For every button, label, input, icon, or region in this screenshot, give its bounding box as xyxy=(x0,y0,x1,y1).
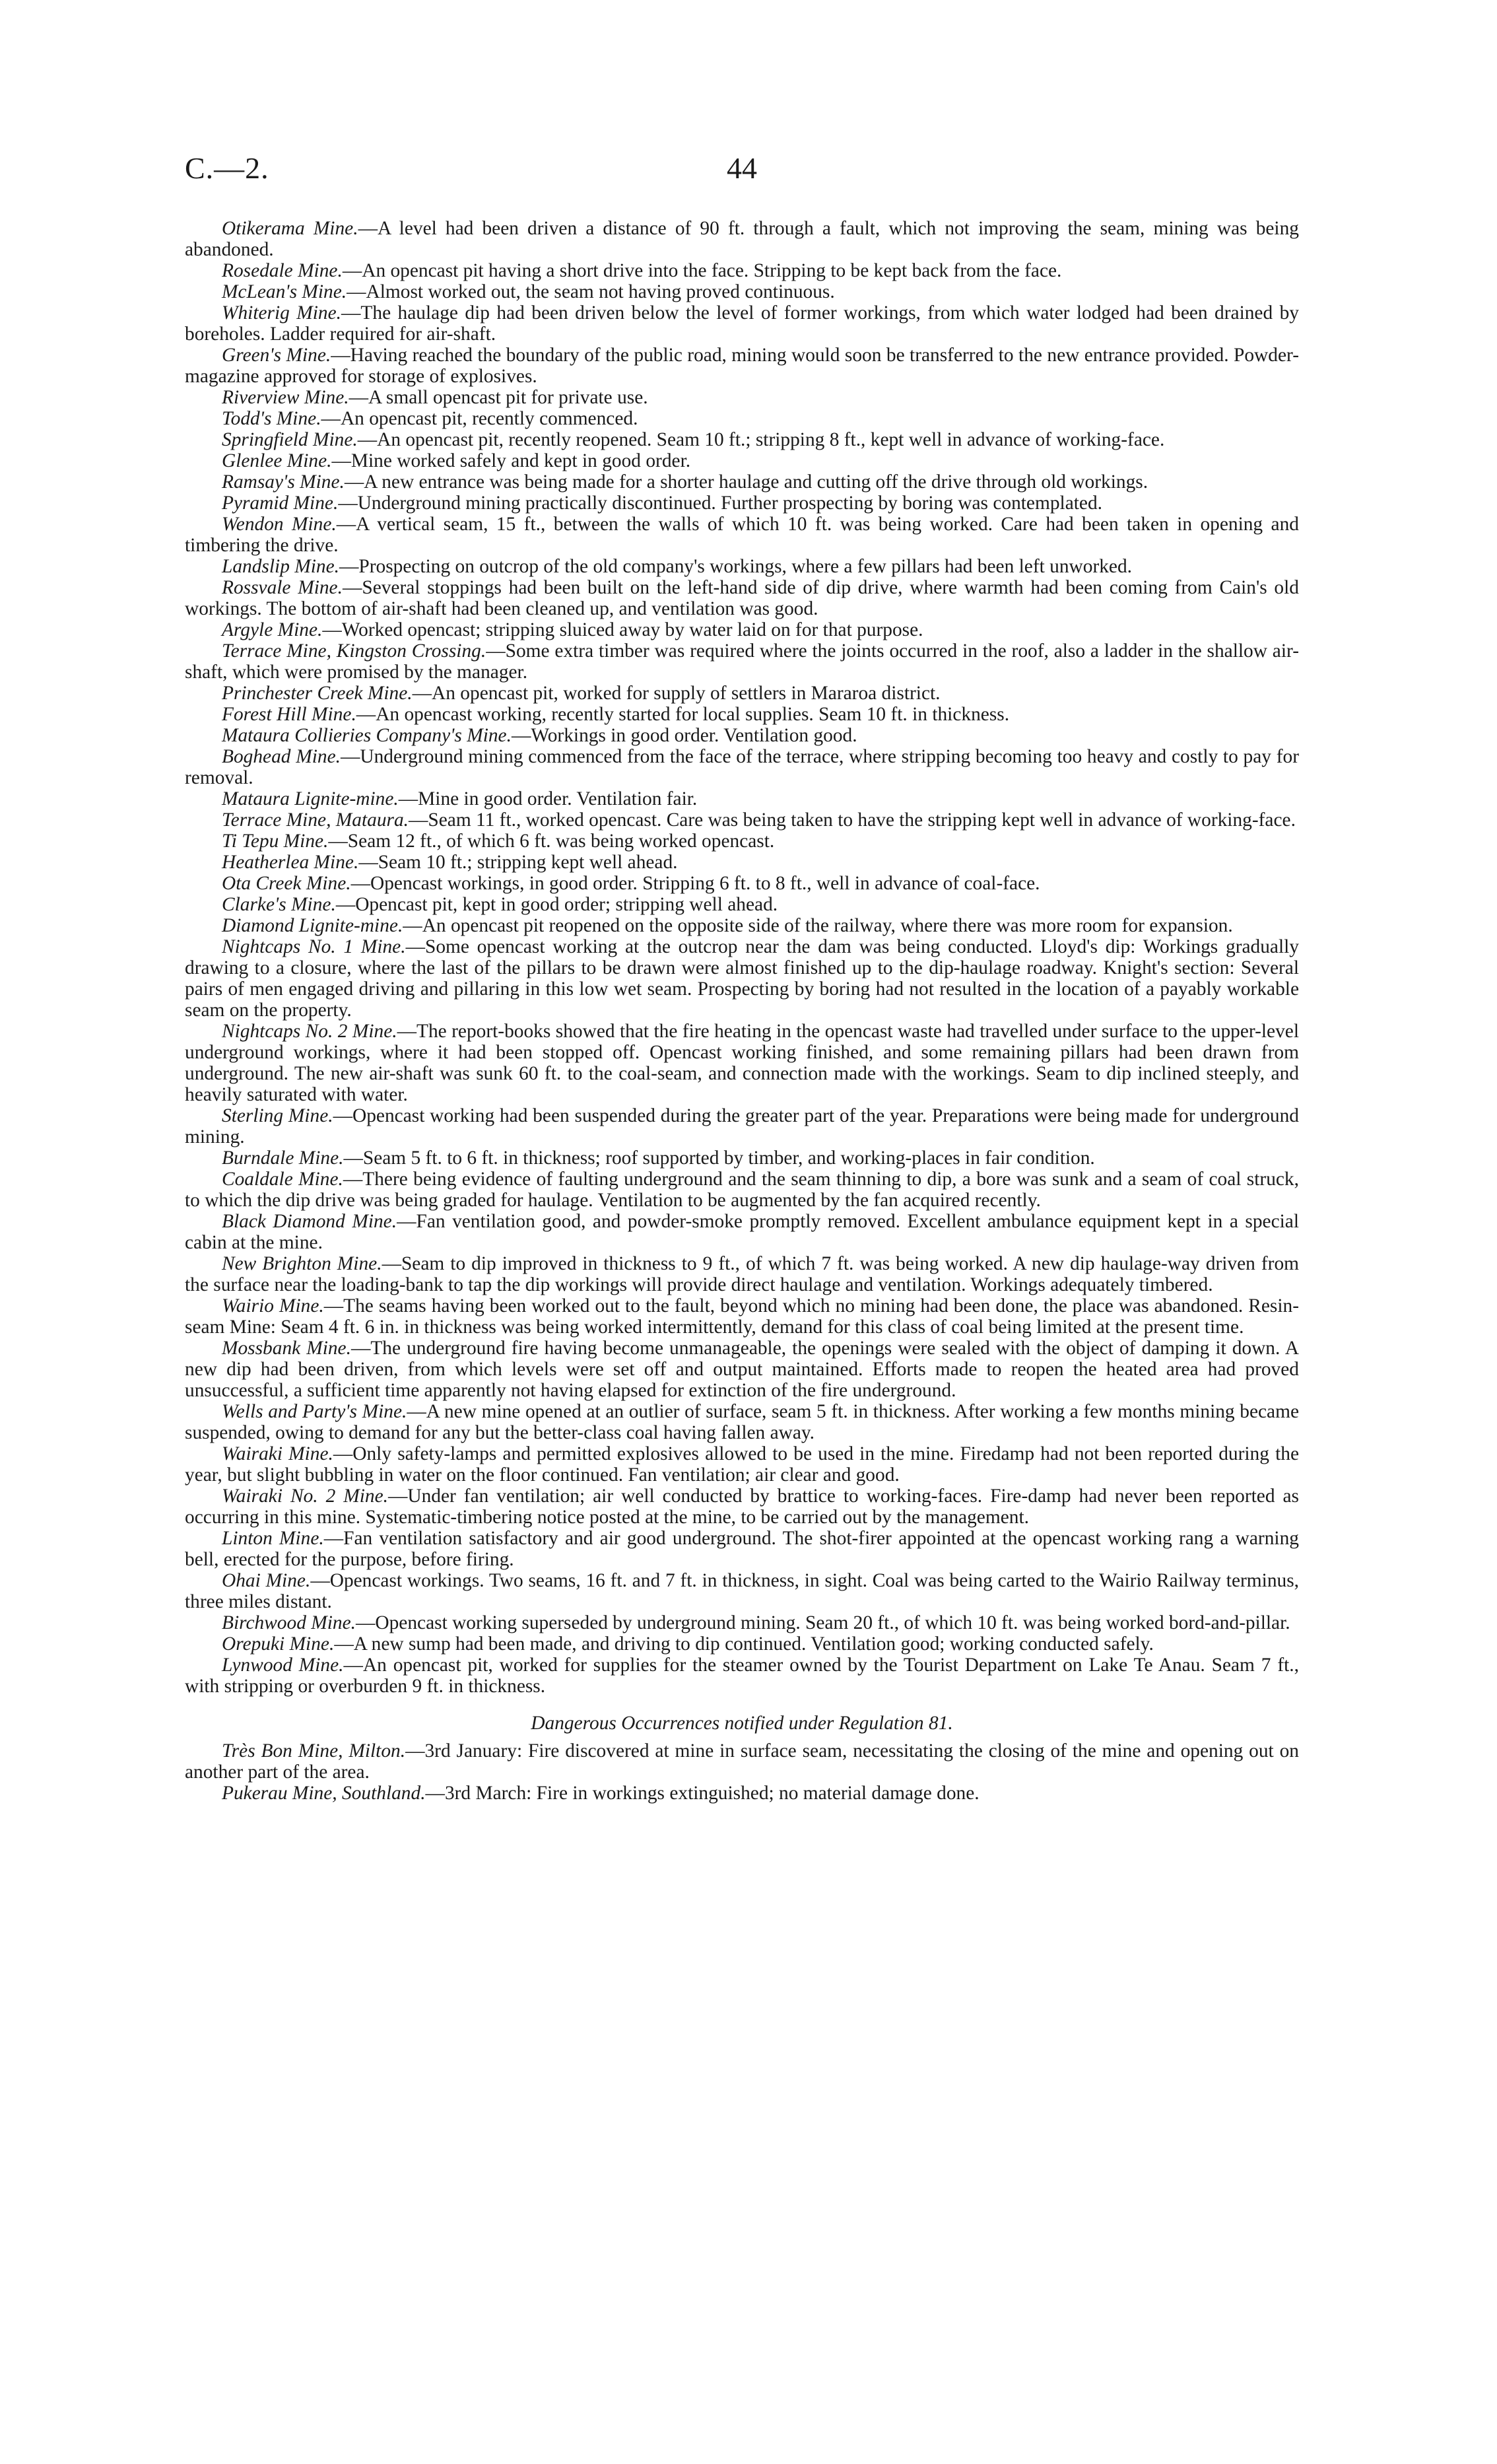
entry-title: New Brighton Mine. xyxy=(222,1253,382,1274)
entry-title: Wairaki No. 2 Mine. xyxy=(222,1486,388,1507)
entry-text: —The seams having been worked out to the fault, beyond which no mining had been done, the place was abandoned. Resin-seam Mine: Seam 4 ft. 6 in. in thickness was being worked intermittently, demand for this class of coal being limited at the present time. xyxy=(185,1295,1300,1338)
entry-text: —A new entrance was being made for a shorter haulage and cutting off the drive through old workings. xyxy=(344,471,1148,493)
mine-entry xyxy=(185,1570,1299,1612)
mine-reports xyxy=(185,218,1299,1697)
occurrence-entry xyxy=(185,1740,1299,1783)
entry-title: Terrace Mine, Mataura. xyxy=(222,809,409,831)
mine-entry xyxy=(185,429,1299,450)
mine-entry xyxy=(185,936,1299,1021)
entry-title: Pukerau Mine, Southland. xyxy=(222,1783,426,1804)
mine-entry xyxy=(185,1655,1299,1697)
section-heading: Dangerous Occurrences notified under Regulation 81. xyxy=(531,1713,953,1734)
entry-text: —The report-books showed that the fire heating in the opencast waste had travelled under surface to the upper-level underground workings, where it had been stopped off. Opencast working finished, and some remaining pillars had been drawn from underground. The new air-shaft was sunk 60 ft. to the coal-seam, and connection made with the workings. Seam to dip inclined steeply, and heavily saturated with water. xyxy=(185,1021,1299,1105)
mine-entry xyxy=(185,1612,1299,1633)
entry-text: —Opencast working superseded by underground mining. Seam 20 ft., of which 10 ft. was being worked bord-and-pillar. xyxy=(355,1612,1290,1633)
entry-title: Princhester Creek Mine. xyxy=(222,683,413,704)
mine-entry xyxy=(185,1211,1299,1253)
entry-text: —Underground mining commenced from the face of the terrace, where stripping becoming too heavy and costly to pay for removal. xyxy=(185,746,1299,788)
entry-text: —Opencast pit, kept in good order; stripping well ahead. xyxy=(335,894,778,915)
mine-entry xyxy=(185,725,1299,746)
entry-title: Forest Hill Mine. xyxy=(222,704,356,725)
mine-entry xyxy=(185,831,1299,852)
entry-title: Black Diamond Mine. xyxy=(222,1211,397,1232)
entry-title: Lynwood Mine. xyxy=(222,1655,344,1676)
entry-text: —3rd January: Fire discovered at mine in surface seam, necessitating the closing of the mine and opening out on another part of the area. xyxy=(185,1740,1299,1783)
entry-title: McLean's Mine. xyxy=(222,281,347,302)
entry-text: —3rd March: Fire in workings extinguished; no material damage done. xyxy=(425,1783,980,1804)
entry-text: —Underground mining practically discontinued. Further prospecting by boring was contemplated. xyxy=(338,493,1102,514)
entry-text: —An opencast pit, recently commenced. xyxy=(321,408,638,429)
entry-text: —An opencast pit reopened on the opposite side of the railway, where there was more room for expansion. xyxy=(403,915,1233,936)
entry-text: —Worked opencast; stripping sluiced away by water laid on for that purpose. xyxy=(322,619,923,640)
mine-entry xyxy=(185,577,1299,619)
entry-text: —A vertical seam, 15 ft., between the walls of which 10 ft. was being worked. Care had been taken in opening and timbering the drive. xyxy=(185,514,1299,556)
mine-entry xyxy=(185,514,1299,556)
entry-text: —Workings in good order. Ventilation good. xyxy=(511,725,857,746)
occurrence-entry xyxy=(185,1783,1299,1804)
entry-text: —Mine worked safely and kept in good order. xyxy=(331,450,691,471)
entry-text: —Almost worked out, the seam not having proved continuous. xyxy=(347,281,835,302)
entry-text: —Under fan ventilation; air well conducted by brattice to working-faces. Fire-damp had never been reported as occurring in this mine. Systematic-timbering notice posted at the mine, to be carried out by the management. xyxy=(185,1486,1299,1528)
entry-text: —Seam 5 ft. to 6 ft. in thickness; roof supported by timber, and working-places in fair condition. xyxy=(343,1147,1095,1169)
entry-title: Boghead Mine. xyxy=(222,746,341,767)
entry-title: Wells and Party's Mine. xyxy=(222,1401,407,1422)
entry-text: —Seam 11 ft., worked opencast. Care was being taken to have the stripping kept well in advance of working-face. xyxy=(409,809,1296,831)
entry-title: Ramsay's Mine. xyxy=(222,471,345,493)
entry-title: Pyramid Mine. xyxy=(222,493,339,514)
mine-entry xyxy=(185,1443,1299,1486)
entry-title: Glenlee Mine. xyxy=(222,450,332,471)
entry-text: —Some opencast working at the outcrop near the dam was being conducted. Lloyd's dip: Workings gradually drawing to a closure, where the last of the pillars to be drawn were almost finished up to the dip-haulage roadway. Knight's section: Several pairs of men engaged driving and pillaring in this low wet seam. Prospecting by boring had not resulted in the location of a payably workable seam on the property. xyxy=(185,936,1299,1021)
dangerous-occurrences xyxy=(185,1740,1299,1804)
entry-text: —Opencast workings. Two seams, 16 ft. and 7 ft. in thickness, in sight. Coal was being carted to the Wairio Railway terminus, three miles distant. xyxy=(185,1570,1299,1612)
mine-entry xyxy=(185,1105,1299,1147)
entry-text: —Opencast working had been suspended during the greater part of the year. Preparations were being made for underground mining. xyxy=(185,1105,1299,1147)
mine-entry xyxy=(185,619,1299,640)
entry-text: —The underground fire having become unmanageable, the openings were sealed with the object of damping it down. A new dip had been driven, from which levels were set off and output maintained. Efforts made to reopen the heated area had proved unsuccessful, a sufficient time apparently not having elapsed for extinction of the fire underground. xyxy=(185,1338,1299,1401)
mine-entry xyxy=(185,387,1299,408)
document-body xyxy=(185,218,1299,1804)
entry-text: —Prospecting on outcrop of the old company's workings, where a few pillars had been left unworked. xyxy=(339,556,1133,577)
entry-text: —A new mine opened at an outlier of surface, seam 5 ft. in thickness. After working a few months mining became suspended, owing to demand for any but the better-class coal having fallen away. xyxy=(185,1401,1300,1443)
entry-title: Clarke's Mine. xyxy=(222,894,336,915)
mine-entry xyxy=(185,1486,1299,1528)
mine-entry xyxy=(185,471,1299,493)
entry-text: —Having reached the boundary of the public road, mining would soon be transferred to the new entrance provided. Powder-magazine approved for storage of explosives. xyxy=(185,345,1299,387)
entry-title: Heatherlea Mine. xyxy=(222,852,359,873)
entry-text: —Fan ventilation good, and powder-smoke promptly removed. Excellent ambulance equipment kept in a special cabin at the mine. xyxy=(185,1211,1299,1253)
mine-entry xyxy=(185,1528,1299,1570)
entry-title: Rosedale Mine. xyxy=(222,260,343,281)
entry-title: Green's Mine. xyxy=(222,345,331,366)
entry-title: Burndale Mine. xyxy=(222,1147,344,1169)
entry-title: Whiterig Mine. xyxy=(222,302,342,324)
entry-text: —An opencast pit, worked for supply of settlers in Mararoa district. xyxy=(412,683,941,704)
entry-text: —Several stoppings had been built on the left-hand side of dip drive, where warmth had been coming from Cain's old workings. The bottom of air-shaft had been cleaned up, and ventilation was good. xyxy=(185,577,1299,619)
mine-entry xyxy=(185,281,1299,302)
mine-entry xyxy=(185,260,1299,281)
entry-text: —Seam 12 ft., of which 6 ft. was being worked opencast. xyxy=(328,831,775,852)
entry-text: —An opencast pit, recently reopened. Seam 10 ft.; stripping 8 ft., kept well in advance of working-face. xyxy=(357,429,1165,450)
mine-entry xyxy=(185,746,1299,788)
entry-title: Nightcaps No. 1 Mine. xyxy=(222,936,406,957)
mine-entry xyxy=(185,302,1299,345)
mine-entry xyxy=(185,1338,1299,1401)
page-header xyxy=(185,151,1299,190)
entry-text: —Some extra timber was required where the joints occurred in the roof, also a ladder in the shallow air-shaft, which were promised by the manager. xyxy=(185,640,1300,683)
entry-text: —The haulage dip had been driven below the level of former workings, from which water lodged had been drained by boreholes. Ladder required for air-shaft. xyxy=(185,302,1300,345)
mine-entry xyxy=(185,915,1299,936)
entry-text: —Opencast workings, in good order. Stripping 6 ft. to 8 ft., well in advance of coal-face. xyxy=(350,873,1040,894)
entry-title: Linton Mine. xyxy=(222,1528,324,1549)
mine-entry xyxy=(185,873,1299,894)
mine-entry xyxy=(185,1147,1299,1169)
entry-title: Riverview Mine. xyxy=(222,387,349,408)
entry-text: —Only safety-lamps and permitted explosives allowed to be used in the mine. Firedamp had not been reported during the year, but slight bubbling in water on the floor continued. Fan ventilation; air clear and good. xyxy=(185,1443,1299,1486)
mine-entry xyxy=(185,704,1299,725)
page-number: 44 xyxy=(727,151,757,185)
mine-entry xyxy=(185,450,1299,471)
entry-text: —A level had been driven a distance of 90 ft. through a fault, which not improving the seam, mining was being abandoned. xyxy=(185,218,1299,260)
entry-title: Wendon Mine. xyxy=(222,514,337,535)
entry-title: Diamond Lignite-mine. xyxy=(222,915,403,936)
mine-entry xyxy=(185,1253,1299,1295)
entry-title: Nightcaps No. 2 Mine. xyxy=(222,1021,397,1042)
entry-title: Mossbank Mine. xyxy=(222,1338,351,1359)
entry-title: Landslip Mine. xyxy=(222,556,339,577)
entry-title: Ohai Mine. xyxy=(222,1570,311,1591)
entry-text: —An opencast working, recently started for local supplies. Seam 10 ft. in thickness. xyxy=(356,704,1010,725)
entry-text: —There being evidence of faulting underground and the seam thinning to dip, a bore was sunk and a seam of coal struck, to which the dip drive was being graded for haulage. Ventilation to be augmented by the fan acquired recently. xyxy=(185,1169,1299,1211)
entry-text: —Seam 10 ft.; stripping kept well ahead. xyxy=(358,852,678,873)
entry-text: —An opencast pit having a short drive into the face. Stripping to be kept back from the face. xyxy=(342,260,1062,281)
entry-text: —A small opencast pit for private use. xyxy=(349,387,648,408)
entry-title: Rossvale Mine. xyxy=(222,577,343,598)
document-reference: C.—2. xyxy=(185,151,269,185)
entry-title: Mataura Lignite-mine. xyxy=(222,788,399,809)
entry-text: —Fan ventilation satisfactory and air good underground. The shot-firer appointed at the opencast working rang a warning bell, erected for the purpose, before firing. xyxy=(185,1528,1299,1570)
entry-title: Très Bon Mine, Milton. xyxy=(222,1740,406,1762)
mine-entry xyxy=(185,683,1299,704)
entry-title: Terrace Mine, Kingston Crossing. xyxy=(222,640,486,662)
mine-entry xyxy=(185,1169,1299,1211)
entry-text: —A new sump had been made, and driving to dip continued. Ventilation good; working conducted safely. xyxy=(334,1633,1154,1655)
entry-title: Ti Tepu Mine. xyxy=(222,831,329,852)
mine-entry xyxy=(185,788,1299,809)
mine-entry xyxy=(185,1021,1299,1105)
entry-title: Todd's Mine. xyxy=(222,408,321,429)
mine-entry xyxy=(185,852,1299,873)
mine-entry xyxy=(185,1401,1299,1443)
entry-title: Birchwood Mine. xyxy=(222,1612,356,1633)
entry-title: Mataura Collieries Company's Mine. xyxy=(222,725,512,746)
mine-entry xyxy=(185,493,1299,514)
entry-title: Coaldale Mine. xyxy=(222,1169,343,1190)
entry-title: Sterling Mine. xyxy=(222,1105,333,1126)
entry-title: Otikerama Mine. xyxy=(222,218,358,239)
entry-title: Ota Creek Mine. xyxy=(222,873,351,894)
mine-entry xyxy=(185,408,1299,429)
mine-entry xyxy=(185,556,1299,577)
entry-text: —Mine in good order. Ventilation fair. xyxy=(398,788,698,809)
entry-title: Argyle Mine. xyxy=(222,619,323,640)
mine-entry xyxy=(185,894,1299,915)
entry-title: Springfield Mine. xyxy=(222,429,358,450)
mine-entry xyxy=(185,1633,1299,1655)
mine-entry xyxy=(185,809,1299,831)
mine-entry xyxy=(185,640,1299,683)
entry-title: Wairio Mine. xyxy=(222,1295,324,1317)
entry-title: Orepuki Mine. xyxy=(222,1633,335,1655)
entry-text: —An opencast pit, worked for supplies for the steamer owned by the Tourist Department on Lake Te Anau. Seam 7 ft., with stripping or overburden 9 ft. in thickness. xyxy=(185,1655,1300,1697)
entry-text: —Seam to dip improved in thickness to 9 ft., of which 7 ft. was being worked. A new dip haulage-way driven from the surface near the loading-bank to tap the dip workings will provide direct haulage and ventilation. Workings adequately timbered. xyxy=(185,1253,1300,1295)
entry-title: Wairaki Mine. xyxy=(222,1443,333,1464)
mine-entry xyxy=(185,1295,1299,1338)
mine-entry xyxy=(185,218,1299,260)
mine-entry xyxy=(185,345,1299,387)
